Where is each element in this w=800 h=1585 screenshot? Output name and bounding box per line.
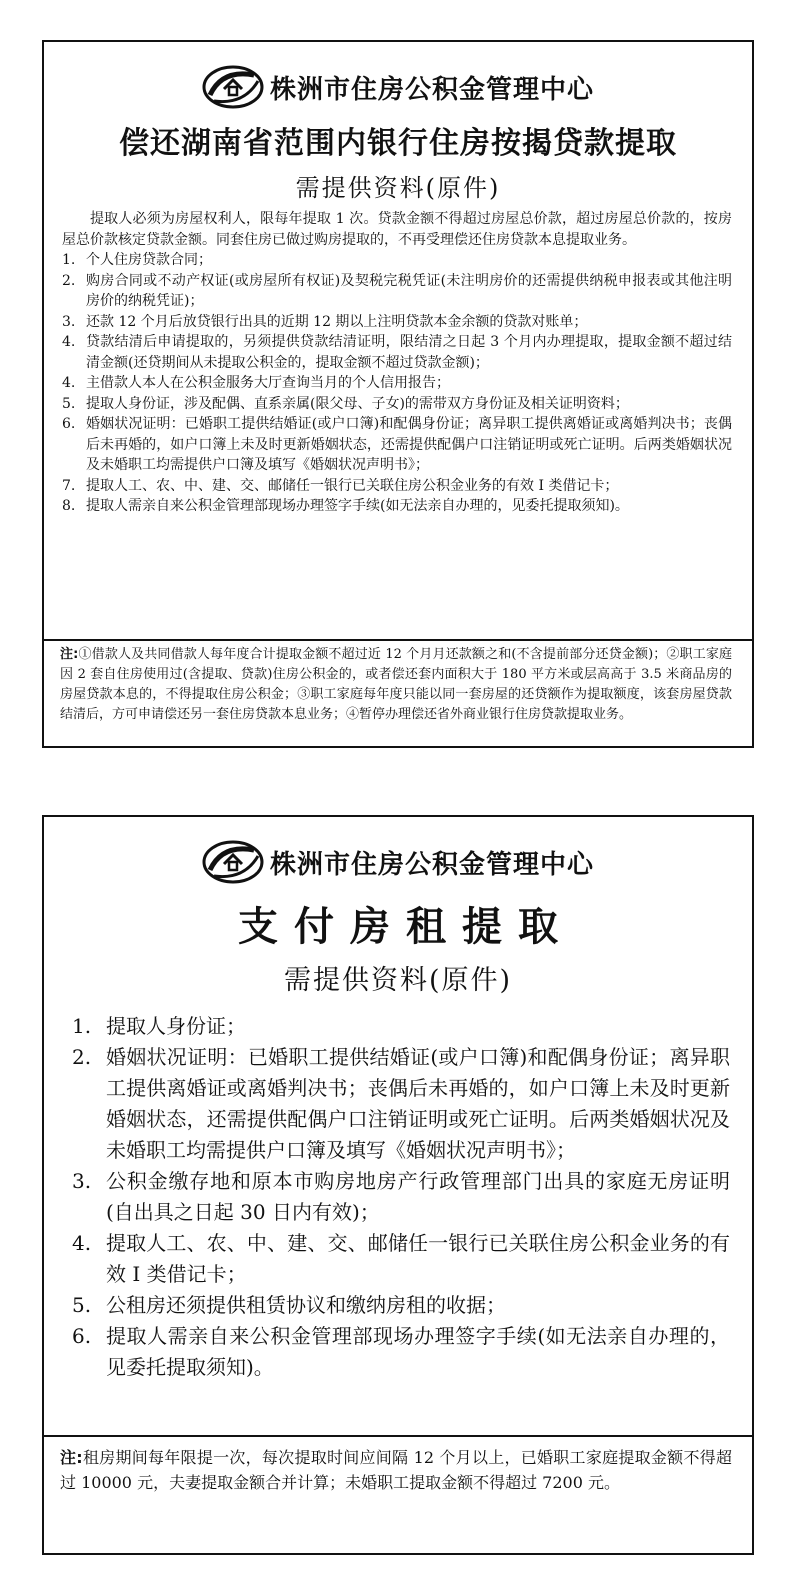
list-item: 5. 提取人身份证，涉及配偶、直系亲属(限父母、子女)的需带双方身份证及相关证明资料； bbox=[62, 395, 629, 412]
housing-fund-logo-icon bbox=[202, 840, 264, 884]
intro-text: 提取人必须为房屋权利人，限每年提取 1 次。贷款金额不得超过房屋总价款，超过房屋总价款的，按房屋总价款核定贷款金额。同套住房已做过购房提取的，不再受理偿还住房贷款本息提取业务。 bbox=[62, 211, 732, 248]
org-name: 株洲市住房公积金管理中心 bbox=[269, 74, 594, 105]
list-item: 3. 还款 12 个月后放贷银行出具的近期 12 期以上注明贷款本金余额的贷款对账单； bbox=[62, 313, 588, 330]
org-name: 株洲市住房公积金管理中心 bbox=[269, 849, 594, 880]
housing-fund-logo-icon bbox=[202, 65, 264, 109]
page-title: 支付房租提取 bbox=[238, 904, 574, 950]
list-item: 4. 贷款结清后申请提取的，另须提供贷款结清证明，限结清之日起 3 个月内办理提取，提取金额不超过结清金额(还贷期间从未提取公积金的，提取金额不超过贷款金额)； bbox=[62, 334, 732, 371]
page-title: 偿还湖南省范围内银行住房按揭贷款提取 bbox=[119, 126, 677, 161]
note-label: 注: bbox=[60, 647, 79, 662]
note-section bbox=[44, 1435, 752, 1495]
requirement-list bbox=[62, 250, 732, 517]
list-item: 6. 提取人需亲自来公积金管理部现场办理签字手续(如无法亲自办理的，见委托提取须知)。 bbox=[72, 1324, 730, 1379]
card-header bbox=[44, 64, 752, 110]
note-label: 注: bbox=[60, 1448, 83, 1467]
list-item: 4. 主借款人本人在公积金服务大厅查询当月的个人信用报告； bbox=[62, 375, 450, 391]
withdrawal-notice-rent bbox=[42, 815, 754, 1555]
list-item: 1. 提取人身份证； bbox=[72, 1014, 246, 1038]
card-header bbox=[44, 839, 752, 885]
list-item: 3. 公积金缴存地和原本市购房地房产行政管理部门出具的家庭无房证明(自出具之日起 30 日内有效)； bbox=[72, 1169, 730, 1224]
note-text: ①借款人及共同借款人每年度合计提取金额不超过近 12 个月月还款额之和(不含提前部分还贷金额)；②职工家庭因 2 套自住房使用过(含提取、贷款)住房公积金的，或者偿还套内面积大于 180 平方米或层高高于 3.5 米商品房的房屋贷款本息的，不得提取住房公积金；③职工家庭每年度只能以同一套房屋的还贷额作为提取额度，该套房屋贷款结清后，方可申请偿还另一套住房贷款本息业务；④暂停办理偿还省外商业银行住房贷款提取业务。 bbox=[60, 647, 733, 722]
list-item: 7. 提取人工、农、中、建、交、邮储任一银行已关联住房公积金业务的有效 I 类借记卡； bbox=[62, 477, 619, 494]
list-item: 1. 个人住房贷款合同； bbox=[62, 252, 212, 268]
list-item: 8. 提取人需亲自来公积金管理部现场办理签字手续(如无法亲自办理的，见委托提取须知)。 bbox=[62, 498, 629, 514]
requirements bbox=[44, 1011, 752, 1383]
withdrawal-notice-loan bbox=[42, 40, 754, 748]
list-item: 6. 婚姻状况证明：已婚职工提供结婚证(或户口簿)和配偶身份证；离异职工提供离婚证或离婚判决书；丧偶后未再婚的，如户口簿上未及时更新婚姻状态，还需提供配偶户口注销证明或死亡证明。后两类婚姻状况及未婚职工均需提供户口簿及填写《婚姻状况声明书》； bbox=[62, 416, 732, 473]
subtitle: 需提供资料(原件) bbox=[295, 174, 501, 202]
requirements bbox=[44, 209, 752, 517]
note-text: 租房期间每年限提一次，每次提取时间应间隔 12 个月以上，已婚职工家庭提取金额不得超过 10000 元，夫妻提取金额合并计算；未婚职工提取金额不得超过 7200 元。 bbox=[60, 1448, 732, 1492]
list-item: 2. 婚姻状况证明：已婚职工提供结婚证(或户口簿)和配偶身份证；离异职工提供离婚证或离婚判决书；丧偶后未再婚的，如户口簿上未及时更新婚姻状态，还需提供配偶户口注销证明或死亡证明。后两类婚姻状况及未婚职工均需提供户口簿及填写《婚姻状况声明书》； bbox=[72, 1045, 730, 1162]
subtitle: 需提供资料(原件) bbox=[283, 965, 513, 996]
requirement-list bbox=[72, 1011, 730, 1383]
list-item: 5. 公租房还须提供租赁协议和缴纳房租的收据； bbox=[72, 1293, 506, 1317]
list-item: 4. 提取人工、农、中、建、交、邮储任一银行已关联住房公积金业务的有效 I 类借记卡； bbox=[72, 1231, 730, 1286]
note-section bbox=[44, 639, 752, 725]
list-item: 2. 购房合同或不动产权证(或房屋所有权证)及契税完税凭证(未注明房价的还需提供纳税申报表或其他注明房价的纳税凭证)； bbox=[62, 272, 732, 309]
